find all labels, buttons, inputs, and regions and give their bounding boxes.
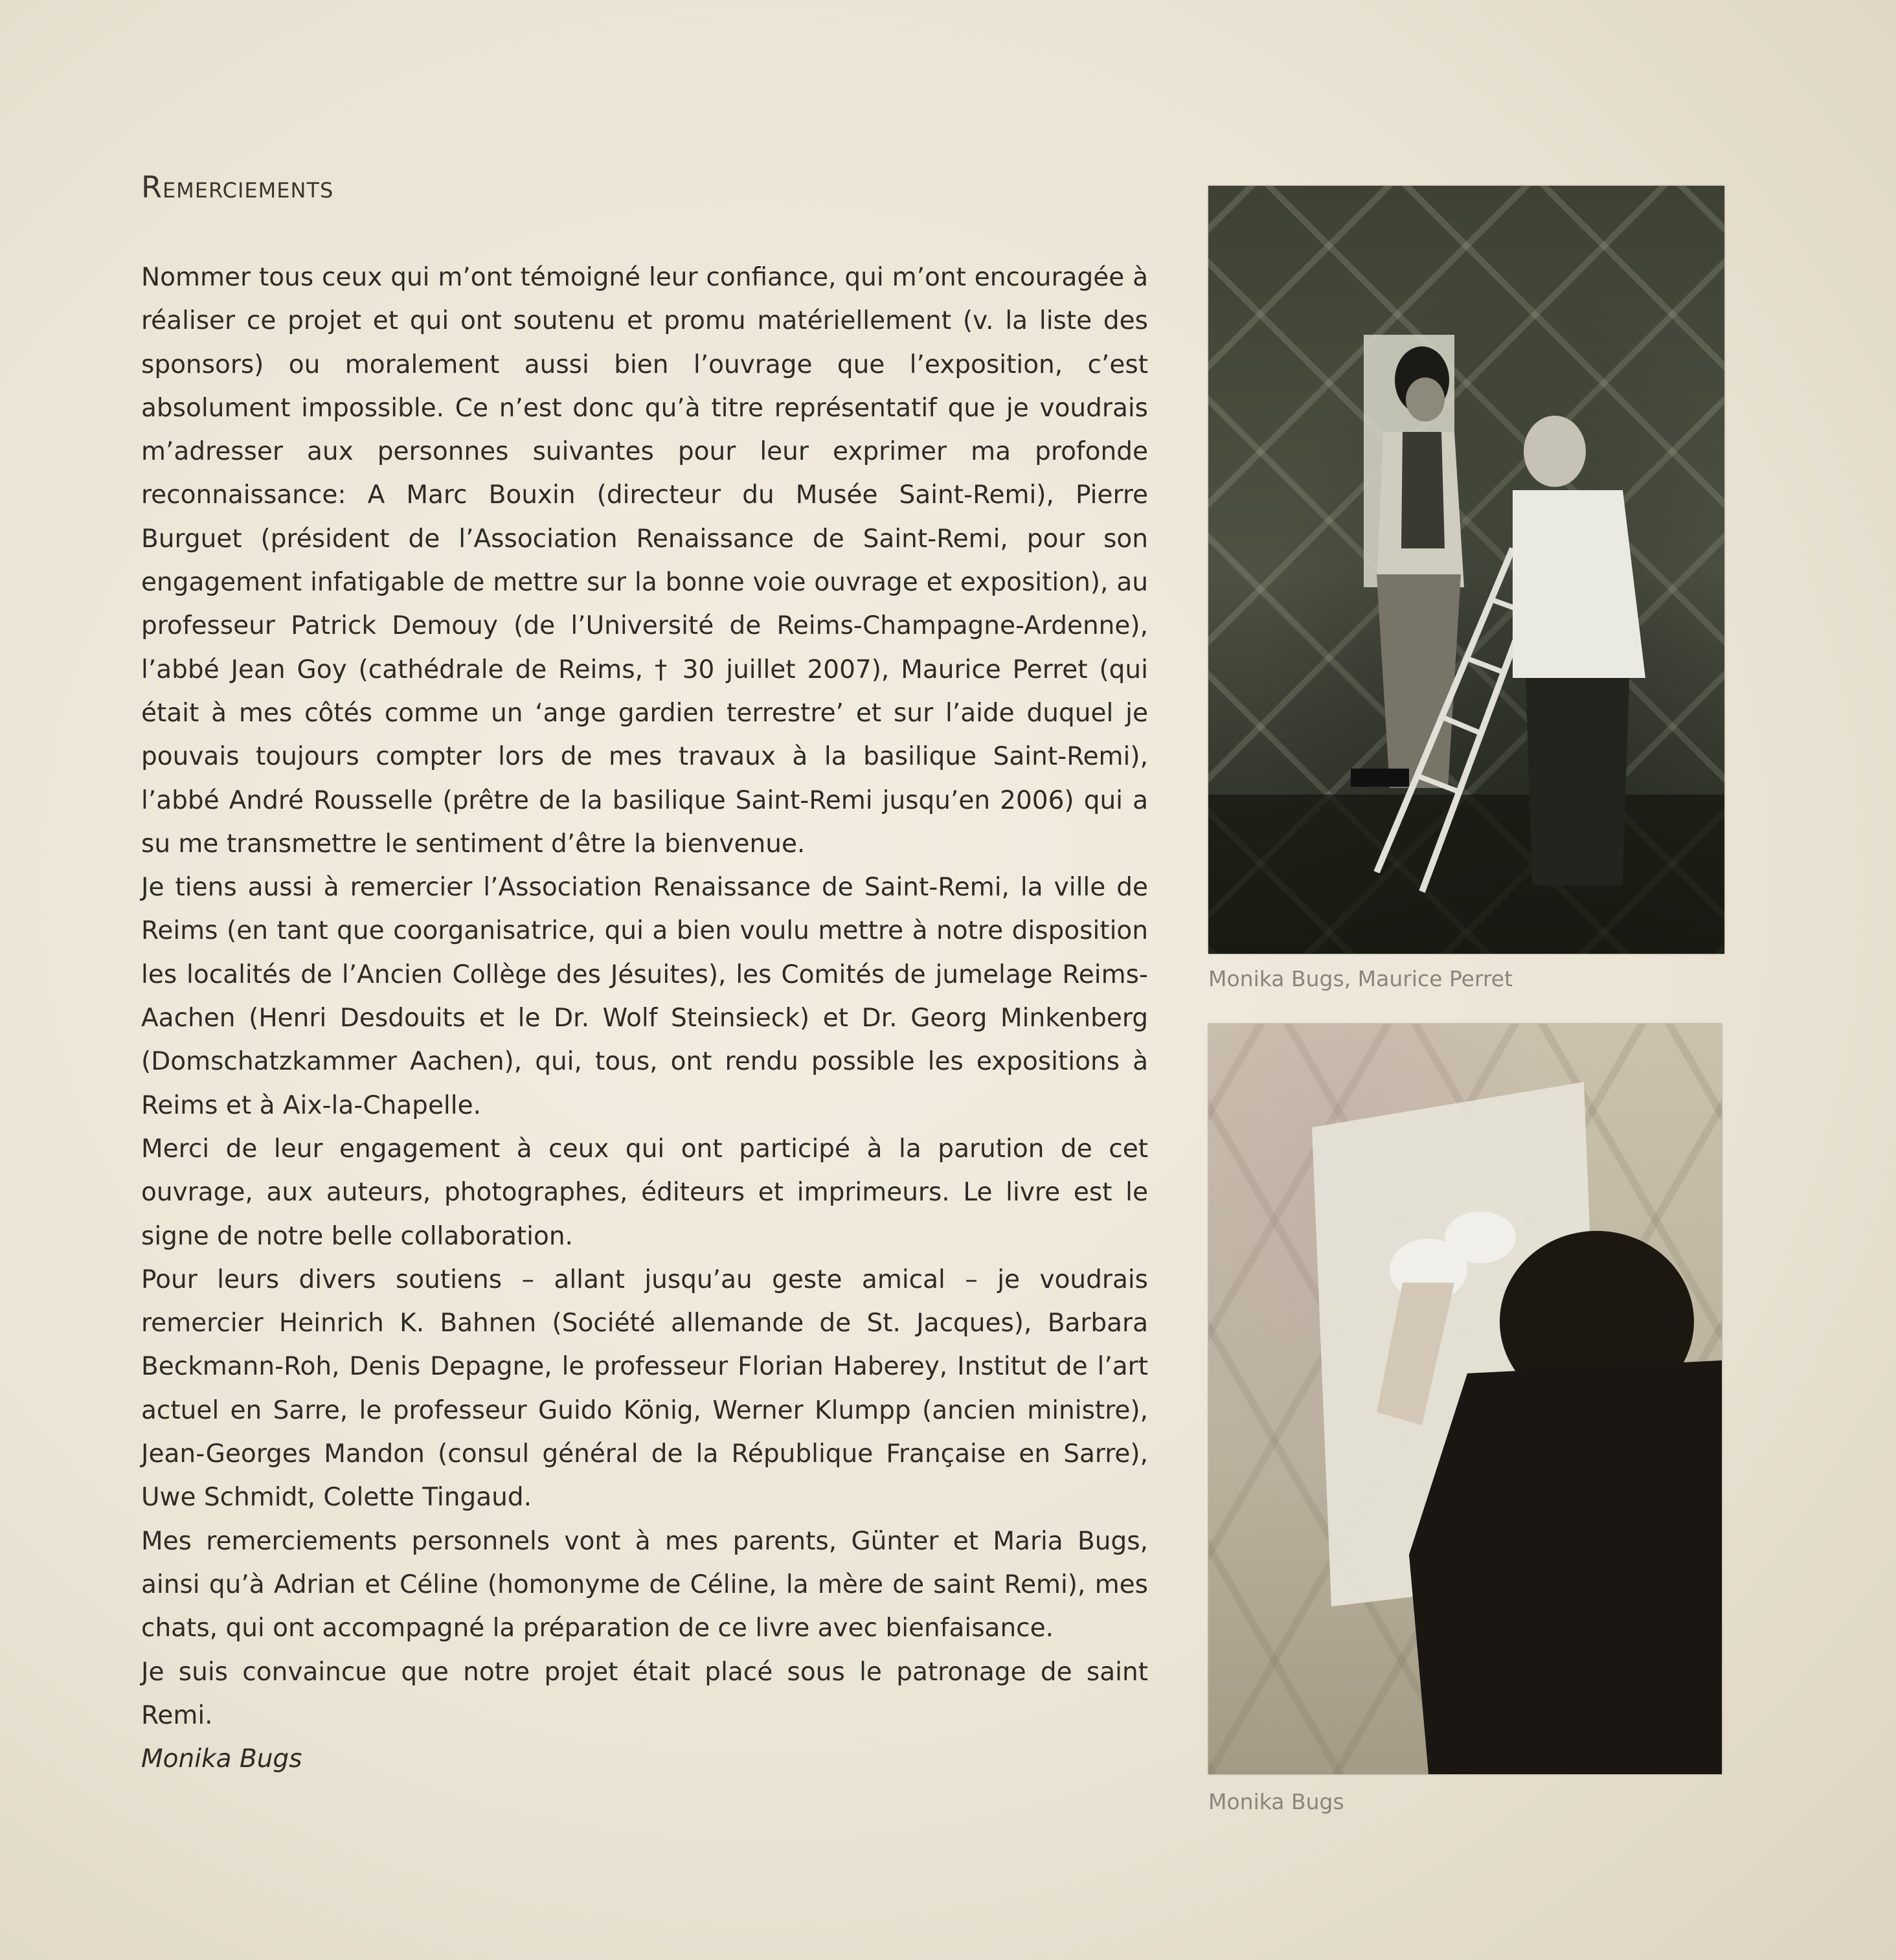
paragraph: Mes remerciements personnels vont à mes parents, Günter et Maria Bugs, ainsi qu’à Adrian et Céline (homonyme de Céline, la mère de saint Remi), mes chats, qui ont accompagné la préparation de ce livre avec bienfaisance. [141, 1526, 1148, 1643]
photo-wall-print-illustration [1208, 1024, 1722, 1774]
body-text [141, 256, 1148, 1781]
photo-ladder-illustration [1208, 186, 1724, 954]
paragraph: Je suis convaincue que notre projet était placé sous le patronage de saint Remi. [141, 1657, 1148, 1730]
paragraph: Pour leurs divers soutiens – allant jusqu’au geste amical – je voudrais remercier Heinrich K. Bahnen (Société allemande de St. Jacques), Barbara Beckmann-Roh, Denis Depagne, le professeur Florian Haberey, Institut de l’art actuel en Sarre, le professeur Guido König, Werner Klumpp (ancien ministre), Jean-Georges Mandon (consul général de la République Française en Sarre), Uwe Schmidt, Colette Tingaud. [141, 1265, 1148, 1513]
photo-caption: Monika Bugs, Maurice Perret [1208, 966, 1513, 991]
paragraph: Nommer tous ceux qui m’ont témoigné leur confiance, qui m’ont encouragée à réaliser ce projet et qui ont soutenu et promu matériellement (v. la liste des sponsors) ou moralement aussi bien l’ouvrage que l’exposition, c’est absolument impossible. Ce n’est donc qu’à titre représentatif que je voudrais m’adresser aux personnes suivantes pour leur exprimer ma profonde reconnaissance: A Marc Bouxin (directeur du Musée Saint-Remi), Pierre Burguet (président de l’Association Renaissance de Saint-Remi, pour son engagement infatigable de mettre sur la bonne voie ouvrage et exposition), au professeur Patrick Demouy (de l’Université de Reims-Champagne-Ardenne), l’abbé Jean Goy (cathédrale de Reims, † 30 juillet 2007), Maurice Perret (qui était à mes côtés comme un ‘ange gardien terrestre’ et sur l’aide duquel je pouvais toujours compter lors de mes travaux à la basilique Saint-Remi), l’abbé André Rousselle (prêtre de la basilique Saint-Remi jusqu’en 2006) qui a su me transmettre le sentiment d’être la bienvenue. [141, 263, 1148, 859]
photo-ladder [1208, 186, 1724, 954]
paragraph: Je tiens aussi à remercier l’Association Renaissance de Saint-Remi, la ville de Reims (en tant que coorganisatrice, qui a bien voulu mettre à notre disposition les localités de l’Ancien Collège des Jésuites), les Comités de jumelage Reims-Aachen (Henri Desdouits et le Dr. Wolf Steinsieck) et Dr. Georg Minkenberg (Domschatzkammer Aachen), qui, tous, ont rendu possible les expositions à Reims et à Aix-la-Chapelle. [141, 873, 1148, 1120]
page-title: Remerciements [141, 170, 334, 205]
paragraph: Merci de leur engagement à ceux qui ont participé à la parution de cet ouvrage, aux auteurs, photographes, éditeurs et imprimeurs. Le livre est le signe de notre belle collaboration. [141, 1134, 1148, 1251]
signature: Monika Bugs [141, 1744, 302, 1774]
photo-caption: Monika Bugs [1208, 1789, 1344, 1814]
photo-wall-print [1208, 1024, 1722, 1774]
